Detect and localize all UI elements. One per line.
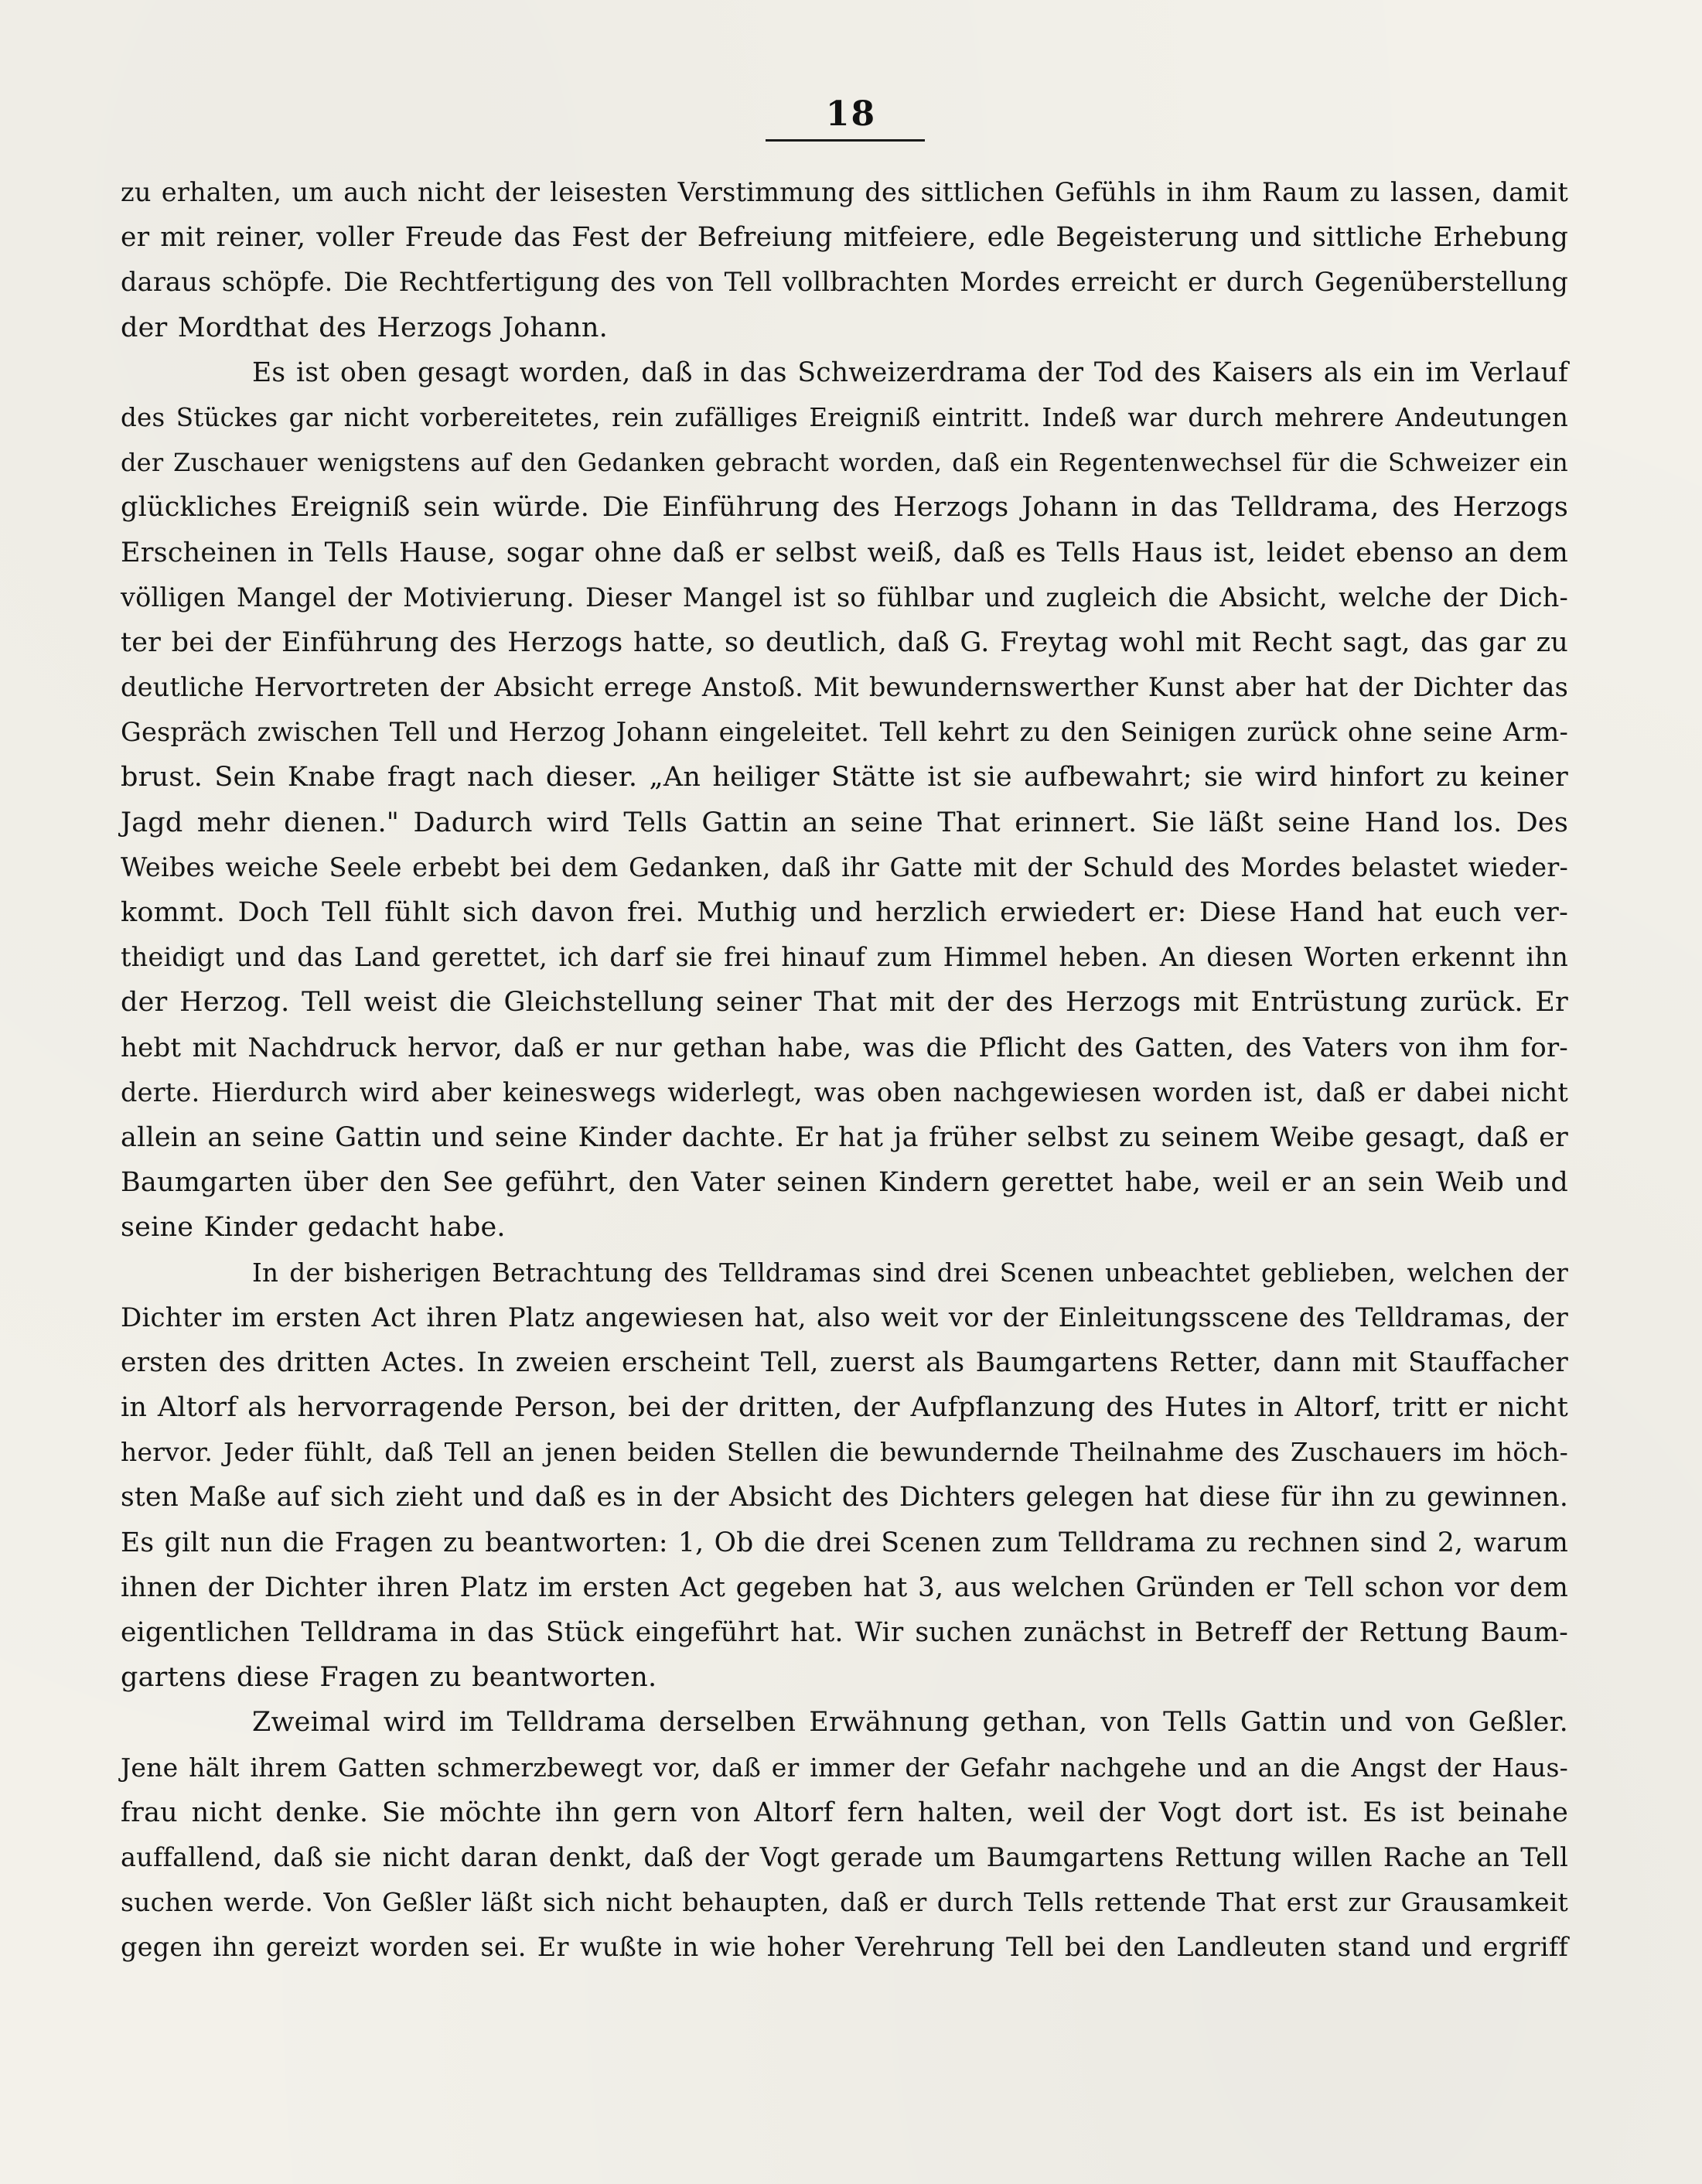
text-line: ihnen der Dichter ihren Platz im ersten Act gegeben hat 3, aus welchen Gründen er Tell schon vor dem xyxy=(121,1571,1568,1603)
text-line: der Mordthat des Herzogs Johann. xyxy=(121,312,608,343)
text-line: Weibes weiche Seele erbebt bei dem Gedanken, daß ihr Gatte mit der Schuld des Mordes belastet wieder- xyxy=(121,851,1568,882)
text-line: gegen ihn gereizt worden sei. Er wußte in wie hoher Verehrung Tell bei den Landleuten stand und ergriff xyxy=(121,1932,1568,1963)
text-line: theidigt und das Land gerettet, ich darf sie frei hinauf zum Himmel heben. An diesen Worten erkennt ihn xyxy=(121,942,1568,973)
text-line: frau nicht denke. Sie möchte ihn gern von Altorf fern halten, weil der Vogt dort ist. Es ist beinahe xyxy=(121,1797,1568,1828)
text-line: auffallend, daß sie nicht daran denkt, daß der Vogt gerade um Baumgartens Rettung willen Rache an Tell xyxy=(121,1841,1568,1872)
text-line: ersten des dritten Actes. In zweien erscheint Tell, zuerst als Baumgartens Retter, dann mit Stauffacher xyxy=(121,1346,1568,1378)
text-line: kommt. Doch Tell fühlt sich davon frei. Muthig und herzlich erwiedert er: Diese Hand hat euch ver- xyxy=(121,897,1568,928)
page-header xyxy=(0,91,1702,138)
text-line: derte. Hierdurch wird aber keineswegs widerlegt, was oben nachgewiesen worden ist, daß er dabei nicht xyxy=(121,1077,1568,1107)
text-line: Jagd mehr dienen." Dadurch wird Tells Gattin an seine That erinnert. Sie läßt seine Hand los. Des xyxy=(121,807,1568,838)
text-line: Es ist oben gesagt worden, daß in das Schweizerdrama der Tod des Kaisers als ein im Verlauf xyxy=(252,357,1568,388)
text-line: seine Kinder gedacht habe. xyxy=(121,1212,506,1244)
text-line: sten Maße auf sich zieht und daß es in der Absicht des Dichters gelegen hat diese für ihn zu gewinnen. xyxy=(121,1482,1568,1513)
text-line: gartens diese Fragen zu beantworten. xyxy=(121,1662,657,1694)
text-line: allein an seine Gattin und seine Kinder dachte. Er hat ja früher selbst zu seinem Weibe gesagt, daß er xyxy=(121,1121,1568,1153)
text-line: In der bisherigen Betrachtung des Telldramas sind drei Scenen unbeachtet geblieben, welchen der xyxy=(252,1258,1568,1288)
text-line: Es gilt nun die Fragen zu beantworten: 1, Ob die drei Scenen zum Telldrama zu rechnen sind 2, warum xyxy=(121,1527,1568,1558)
text-line: in Altorf als hervorragende Person, bei der dritten, der Aufpflanzung des Hutes in Altorf, tritt er nicht xyxy=(121,1392,1568,1424)
text-line: Zweimal wird im Telldrama derselben Erwähnung gethan, von Tells Gattin und von Geßler. xyxy=(252,1707,1568,1739)
text-line: zu erhalten, um auch nicht der leisesten Verstimmung des sittlichen Gefühls in ihm Raum zu lassen, damit xyxy=(121,177,1568,207)
page-number: 18 xyxy=(825,94,877,134)
header-rule xyxy=(766,139,925,142)
text-line: des Stückes gar nicht vorbereitetes, rein zufälliges Ereigniß eintritt. Indeß war durch mehrere Andeutungen xyxy=(121,402,1568,432)
text-line: Gespräch zwischen Tell und Herzog Johann eingeleitet. Tell kehrt zu den Seinigen zurück ohne seine Arm- xyxy=(121,717,1568,748)
text-line: Erscheinen in Tells Hause, sogar ohne daß er selbst weiß, daß es Tells Haus ist, leidet ebenso an dem xyxy=(121,537,1568,568)
text-line: Baumgarten über den See geführt, den Vater seinen Kindern gerettet habe, weil er an sein Weib und xyxy=(121,1167,1568,1199)
text-line: Dichter im ersten Act ihren Platz angewiesen hat, also weit vor der Einleitungsscene des Telldramas, der xyxy=(121,1302,1568,1333)
text-line: suchen werde. Von Geßler läßt sich nicht behaupten, daß er durch Tells rettende That erst zur Grausamkeit xyxy=(121,1887,1568,1918)
body-text xyxy=(121,170,1568,2150)
text-line: hebt mit Nachdruck hervor, daß er nur gethan habe, was die Pflicht des Gatten, des Vaters von ihm for- xyxy=(121,1032,1568,1063)
text-line: völligen Mangel der Motivierung. Dieser Mangel ist so fühlbar und zugleich die Absicht, welche der Dich- xyxy=(121,582,1568,613)
text-line: ter bei der Einführung des Herzogs hatte, so deutlich, daß G. Freytag wohl mit Recht sagt, das gar zu xyxy=(121,626,1568,658)
text-line: der Zuschauer wenigstens auf den Gedanken gebracht worden, daß ein Regentenwechsel für die Schweizer ein xyxy=(121,448,1568,478)
text-line: glückliches Ereigniß sein würde. Die Einführung des Herzogs Johann in das Telldrama, des Herzogs xyxy=(121,492,1568,524)
text-line: eigentlichen Telldrama in das Stück eingeführt hat. Wir suchen zunächst in Betreff der Rettung Baum- xyxy=(121,1617,1568,1648)
text-line: brust. Sein Knabe fragt nach dieser. „An heiliger Stätte ist sie aufbewahrt; sie wird hinfort zu keiner xyxy=(121,762,1568,793)
text-line: Jene hält ihrem Gatten schmerzbewegt vor, daß er immer der Gefahr nachgehe und an die Angst der Haus- xyxy=(121,1752,1568,1783)
text-line: hervor. Jeder fühlt, daß Tell an jenen beiden Stellen die bewundernde Theilnahme des Zuschauers im höch- xyxy=(121,1437,1568,1468)
text-line: daraus schöpfe. Die Rechtfertigung des von Tell vollbrachten Mordes erreicht er durch Gegenüberstellung xyxy=(121,267,1568,298)
text-line: der Herzog. Tell weist die Gleichstellung seiner That mit der des Herzogs mit Entrüstung zurück. Er xyxy=(121,987,1568,1019)
text-line: er mit reiner, voller Freude das Fest der Befreiung mitfeiere, edle Begeisterung und sittliche Erhebung xyxy=(121,222,1568,254)
text-line: deutliche Hervortreten der Absicht errege Anstoß. Mit bewundernswerther Kunst aber hat der Dichter das xyxy=(121,672,1568,703)
